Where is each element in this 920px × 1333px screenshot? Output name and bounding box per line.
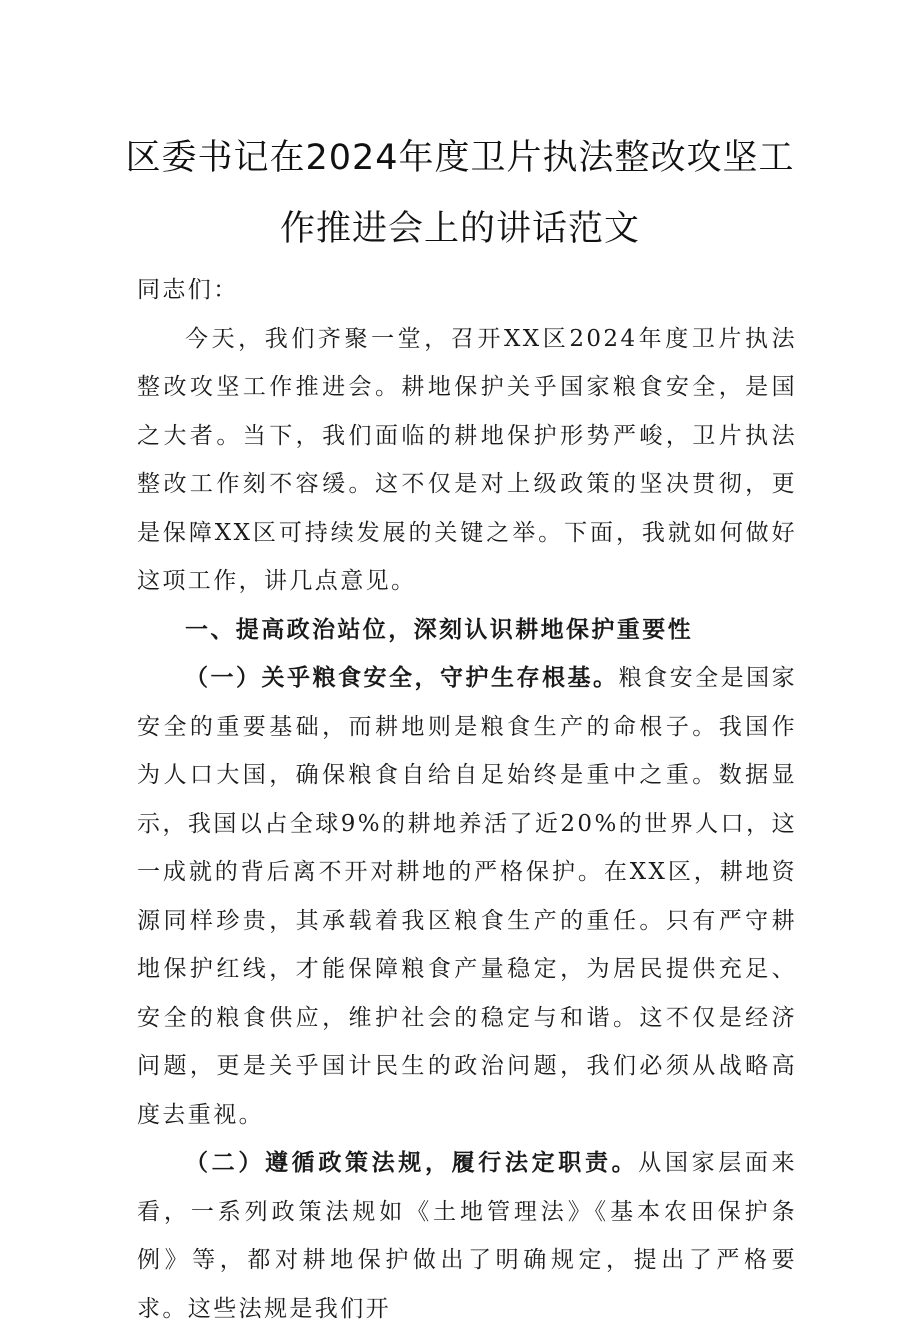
subsection-2-paragraph	[137, 1139, 797, 1333]
intro-paragraph: 今天，我们齐聚一堂，召开XX区2024年度卫片执法整改攻坚工作推进会。耕地保护关乎国家粮食安全，是国之大者。当下，我们面临的耕地保护形势严峻，卫片执法整改工作刻不容缓。这不仅是对上级政策的坚决贯彻，更是保障XX区可持续发展的关键之举。下面，我就如何做好这项工作，讲几点意见。	[137, 325, 797, 594]
subsection-2-lead: （二）遵循政策法规，履行法定职责。	[185, 1149, 639, 1176]
document-title-line-1: 区委书记在2024年度卫片执法整改攻坚工	[125, 138, 795, 178]
subsection-1-lead: （一）关乎粮食安全，守护生存根基。	[185, 664, 619, 691]
section-1-heading: 一、提高政治站位，深刻认识耕地保护重要性	[185, 615, 693, 643]
subsection-1-text: 粮食安全是国家安全的重要基础，而耕地则是粮食生产的命根子。我国作为人口大国，确保粮食自给自足始终是重中之重。数据显示，我国以占全球9%的耕地养活了近20%的世界人口，这一成就的背后离不开对耕地的严格保护。在XX区，耕地资源同样珍贵，其承载着我区粮食生产的重任。只有严守耕地保护红线，才能保障粮食产量稳定，为居民提供充足、安全的粮食供应，维护社会的稳定与和谐。这不仅是经济问题，更是关乎国计民生的政治问题，我们必须从战略高度去重视。	[137, 665, 797, 1128]
subsection-1-paragraph	[137, 654, 797, 1139]
document-title-line-2: 作推进会上的讲话范文	[279, 209, 640, 249]
salutation: 同志们：	[137, 277, 239, 303]
document-body	[137, 266, 797, 1333]
subsection-2-text: 从国家层面来看，一系列政策法规如《土地管理法》《基本农田保护条例》等，都对耕地保护做出了明确规定，提出了严格要求。这些法规是我们开	[137, 1150, 797, 1322]
